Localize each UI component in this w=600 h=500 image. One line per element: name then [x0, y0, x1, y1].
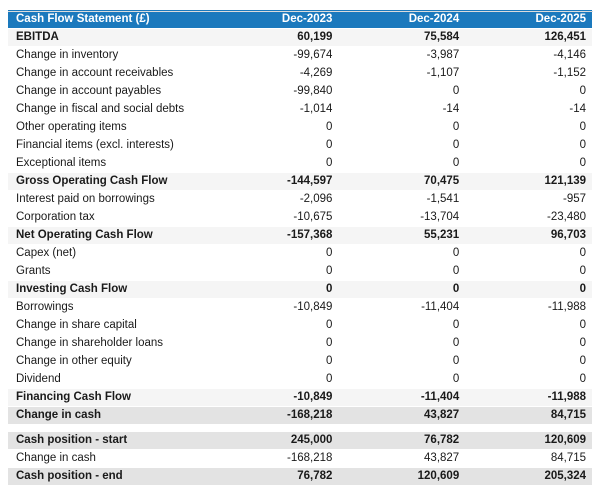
table-row: [8, 263, 592, 281]
row-label: Financing Cash Flow: [16, 391, 132, 403]
row-value: 75,584: [424, 31, 460, 43]
row-value: 0: [452, 355, 460, 367]
table-row: [8, 245, 592, 263]
row-value: 0: [326, 283, 333, 295]
row-value: -13,704: [420, 211, 460, 223]
table-row: [8, 83, 592, 101]
row-value: 55,231: [424, 229, 460, 241]
row-value: 120,609: [417, 470, 460, 482]
column-header-dec-2023: Dec-2023: [281, 13, 333, 25]
table-header-row: [8, 10, 592, 29]
row-label: Corporation tax: [16, 211, 95, 223]
row-label: Grants: [16, 265, 51, 277]
row-label: Investing Cash Flow: [16, 283, 128, 295]
table-row: [8, 335, 592, 353]
row-value: 121,139: [544, 175, 587, 187]
row-value: 0: [326, 319, 333, 331]
row-value: 0: [452, 85, 460, 97]
row-value: 84,715: [550, 452, 587, 464]
table-row: [8, 47, 592, 65]
row-value: -99,840: [293, 85, 333, 97]
row-label: Borrowings: [16, 301, 74, 313]
row-value: -99,674: [293, 49, 333, 61]
row-value: -10,849: [293, 391, 333, 403]
row-value: -1,014: [299, 103, 333, 115]
row-label: Gross Operating Cash Flow: [16, 175, 168, 187]
row-value: -4,146: [553, 49, 587, 61]
table-row: [8, 371, 592, 389]
row-value: 0: [326, 265, 333, 277]
row-value: 0: [452, 265, 460, 277]
row-value: 96,703: [550, 229, 587, 241]
row-value: 43,827: [424, 409, 460, 421]
table-row: [8, 299, 592, 317]
row-value: 0: [579, 337, 587, 349]
row-value: 0: [452, 139, 460, 151]
row-value: 70,475: [424, 175, 460, 187]
row-value: 0: [326, 337, 333, 349]
row-value: 0: [326, 247, 333, 259]
row-value: 0: [452, 157, 460, 169]
row-value: -14: [569, 103, 587, 115]
table-row: [8, 353, 592, 371]
table-row: [8, 450, 592, 468]
row-label: Cash position - start: [16, 434, 128, 446]
row-value: 84,715: [550, 409, 587, 421]
row-value: 0: [452, 373, 460, 385]
table-row: [8, 101, 592, 119]
row-value: -14: [442, 103, 460, 115]
row-value: -2,096: [299, 193, 333, 205]
row-label: Other operating items: [16, 121, 127, 133]
row-label: Change in account receivables: [16, 67, 174, 79]
column-header-dec-2024: Dec-2024: [408, 13, 460, 25]
row-value: -23,480: [547, 211, 587, 223]
row-label: Exceptional items: [16, 157, 107, 169]
table-row: [8, 227, 592, 245]
row-value: 0: [452, 337, 460, 349]
row-value: 0: [579, 373, 587, 385]
row-value: -1,107: [426, 67, 460, 79]
row-label: Change in other equity: [16, 355, 132, 367]
row-label: Capex (net): [16, 247, 77, 259]
row-value: 0: [452, 283, 460, 295]
table-row: [8, 281, 592, 299]
row-value: 0: [452, 121, 460, 133]
row-value: -11,988: [547, 301, 587, 313]
row-value: 0: [579, 355, 587, 367]
row-label: Change in shareholder loans: [16, 337, 164, 349]
row-value: -11,404: [421, 301, 460, 313]
table-row: [8, 432, 592, 450]
row-label: Change in share capital: [16, 319, 137, 331]
row-value: -11,988: [547, 391, 587, 403]
row-value: -1,152: [553, 67, 587, 79]
row-value: 0: [326, 373, 333, 385]
section-gap: [8, 425, 592, 432]
row-label: Cash position - end: [16, 470, 123, 482]
table-row: [8, 407, 592, 425]
table-row: [8, 137, 592, 155]
table-title: Cash Flow Statement (£): [16, 13, 150, 25]
row-value: 0: [579, 283, 587, 295]
row-value: -957: [562, 193, 587, 205]
row-value: 0: [579, 319, 587, 331]
row-value: 0: [326, 121, 333, 133]
table-row: [8, 468, 592, 486]
row-value: 0: [579, 121, 587, 133]
row-value: -10,849: [293, 301, 333, 313]
top-divider: [8, 11, 593, 12]
table-row: [8, 29, 592, 47]
table-row: [8, 389, 592, 407]
row-value: -1,541: [426, 193, 460, 205]
table-body-cash-position: [8, 432, 592, 486]
row-value: 43,827: [424, 452, 460, 464]
row-label: Change in account payables: [16, 85, 162, 97]
table-row: [8, 65, 592, 83]
row-value: -168,218: [287, 452, 333, 464]
row-value: 0: [326, 139, 333, 151]
row-label: Change in inventory: [16, 49, 119, 61]
table-body-cash-flow: [8, 29, 592, 425]
row-label: Financial items (excl. interests): [16, 139, 174, 151]
row-value: -10,675: [293, 211, 333, 223]
row-value: -3,987: [426, 49, 460, 61]
table-row: [8, 119, 592, 137]
table-row: [8, 173, 592, 191]
row-value: 76,782: [297, 470, 333, 482]
column-header-dec-2025: Dec-2025: [535, 13, 587, 25]
row-label: Dividend: [16, 373, 61, 385]
row-value: -4,269: [299, 67, 333, 79]
row-label: Net Operating Cash Flow: [16, 229, 153, 241]
row-value: 245,000: [290, 434, 333, 446]
cashflow-table: [8, 10, 592, 486]
row-label: Change in fiscal and social debts: [16, 103, 185, 115]
row-value: 0: [326, 355, 333, 367]
row-value: 76,782: [424, 434, 460, 446]
row-value: 205,324: [544, 470, 587, 482]
row-value: 0: [579, 265, 587, 277]
row-value: 0: [326, 157, 333, 169]
row-value: 120,609: [544, 434, 587, 446]
row-value: 0: [579, 247, 587, 259]
row-label: Interest paid on borrowings: [16, 193, 155, 205]
row-label: EBITDA: [16, 31, 59, 43]
row-value: -11,404: [420, 391, 460, 403]
row-value: 0: [452, 319, 460, 331]
row-value: -144,597: [287, 175, 333, 187]
row-value: -168,218: [287, 409, 333, 421]
row-label: Change in cash: [16, 452, 96, 464]
row-value: 60,199: [297, 31, 333, 43]
row-value: -157,368: [287, 229, 333, 241]
row-value: 0: [452, 247, 460, 259]
row-label: Change in cash: [16, 409, 101, 421]
table-row: [8, 155, 592, 173]
table-row: [8, 191, 592, 209]
row-value: 126,451: [544, 31, 587, 43]
table-row: [8, 317, 592, 335]
row-value: 0: [579, 85, 587, 97]
row-value: 0: [579, 139, 587, 151]
row-value: 0: [579, 157, 587, 169]
table-row: [8, 209, 592, 227]
